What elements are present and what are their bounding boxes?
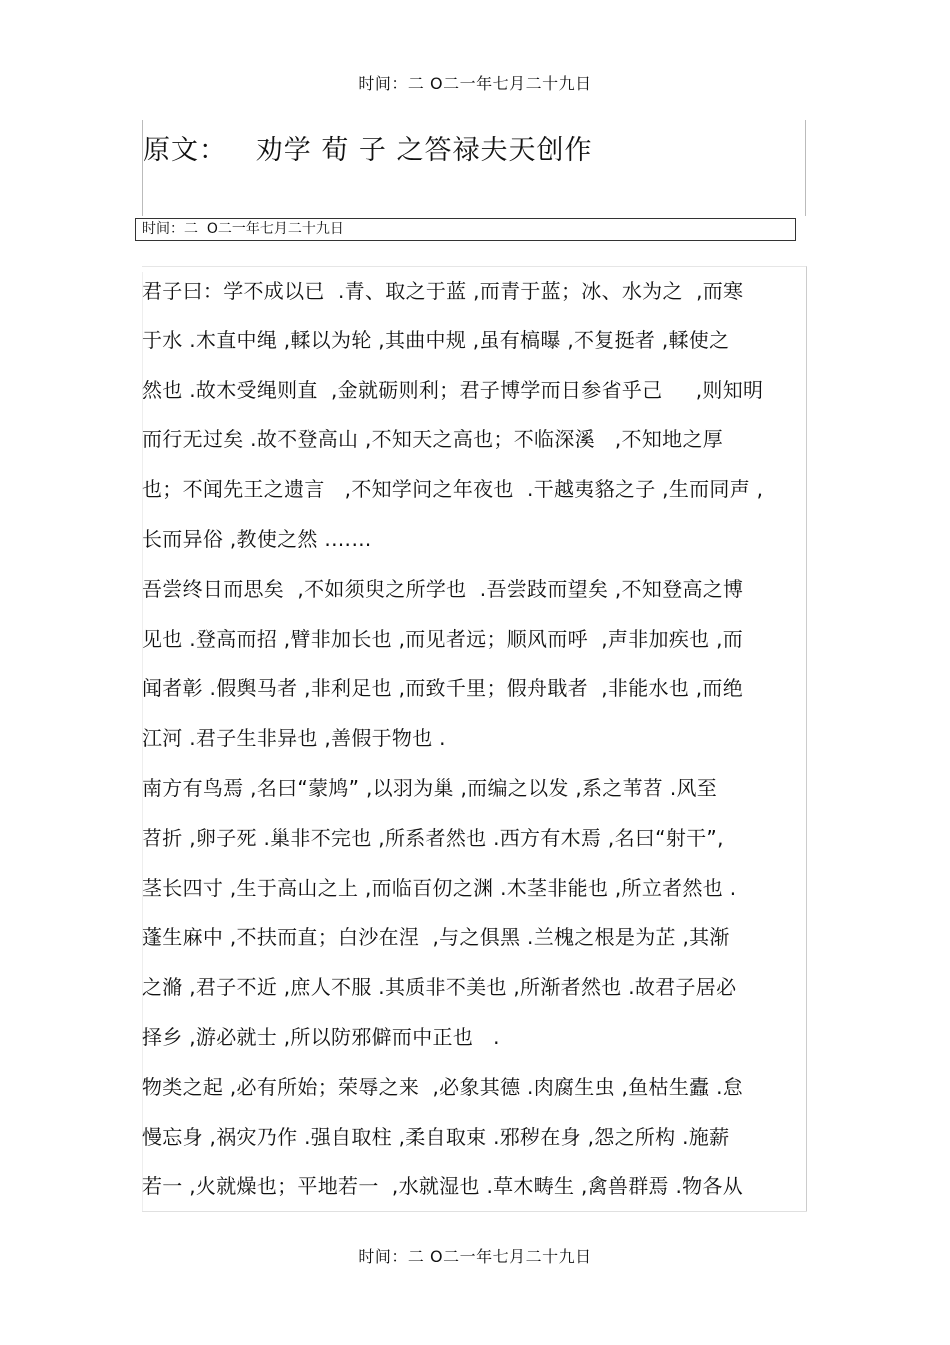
text-line: 若一 ,火就燥也；平地若一 ,水就湿也 .草木畴生 ,禽兽群焉 .物各从 <box>142 1162 807 1212</box>
body-text <box>142 266 807 1212</box>
text-line: 见也 .登高而招 ,臂非加长也 ,而见者远；顺风而呼 ,声非加疾也 ,而 <box>142 615 807 665</box>
text-line: 江河 .君子生非异也 ,善假于物也 . <box>142 714 807 764</box>
footer-date: 时间：二 O二一年七月二十九日 <box>358 1247 592 1266</box>
text-line: 茎长四寸 ,生于高山之上 ,而临百仞之渊 .木茎非能也 ,所立者然也 . <box>142 864 807 914</box>
text-line: 长而异俗 ,教使之然 .…… <box>142 515 807 565</box>
text-line: 苕折 ,卵子死 .巢非不完也 ,所系者然也 .西方有木焉 ,名曰“射干”, <box>142 814 807 864</box>
text-line: 吾尝终日而思矣 ,不如须臾之所学也 .吾尝跂而望矣 ,不知登高之博 <box>142 565 807 615</box>
bottom-rule <box>142 1211 807 1212</box>
text-line: 也；不闻先王之遗言 ,不知学问之年夜也 .干越夷貉之子 ,生而同声 , <box>142 465 807 515</box>
text-line: 择乡 ,游必就士 ,所以防邪僻而中正也 . <box>142 1013 807 1063</box>
text-line: 于水 .木直中绳 ,輮以为轮 ,其曲中规 ,虽有槁曝 ,不复挺者 ,輮使之 <box>142 316 807 366</box>
title-box <box>142 120 806 216</box>
text-line: 而行无过矣 .故不登高山 ,不知天之高也；不临深溪 ,不知地之厚 <box>142 415 807 465</box>
date-box: 时间：二 O二一年七月二十九日 <box>135 218 796 241</box>
document-title: 原文： 劝学 荀 子 之答禄夫天创作 <box>143 135 593 166</box>
text-line: 君子曰：学不成以已 .青、取之于蓝 ,而青于蓝；冰、水为之 ,而寒 <box>142 266 807 316</box>
header-date: 时间：二 O二一年七月二十九日 <box>358 74 592 93</box>
text-line: 南方有鸟焉 ,名曰“蒙鸠” ,以羽为巢 ,而编之以发 ,系之苇苕 .风至 <box>142 764 807 814</box>
text-line: 慢忘身 ,祸灾乃作 .强自取柱 ,柔自取束 .邪秽在身 ,怨之所构 .施薪 <box>142 1113 807 1163</box>
text-line: 然也 .故木受绳则直 ,金就砺则利；君子博学而日参省乎己 ,则知明 <box>142 366 807 416</box>
text-line: 蓬生麻中 ,不扶而直；白沙在涅 ,与之俱黑 .兰槐之根是为芷 ,其渐 <box>142 913 807 963</box>
text-line: 之滫 ,君子不近 ,庶人不服 .其质非不美也 ,所渐者然也 .故君子居必 <box>142 963 807 1013</box>
text-line: 物类之起 ,必有所始；荣辱之来 ,必象其德 .肉腐生虫 ,鱼枯生蠹 .怠 <box>142 1063 807 1113</box>
text-line: 闻者彰 .假舆马者 ,非利足也 ,而致千里；假舟戢者 ,非能水也 ,而绝 <box>142 664 807 714</box>
